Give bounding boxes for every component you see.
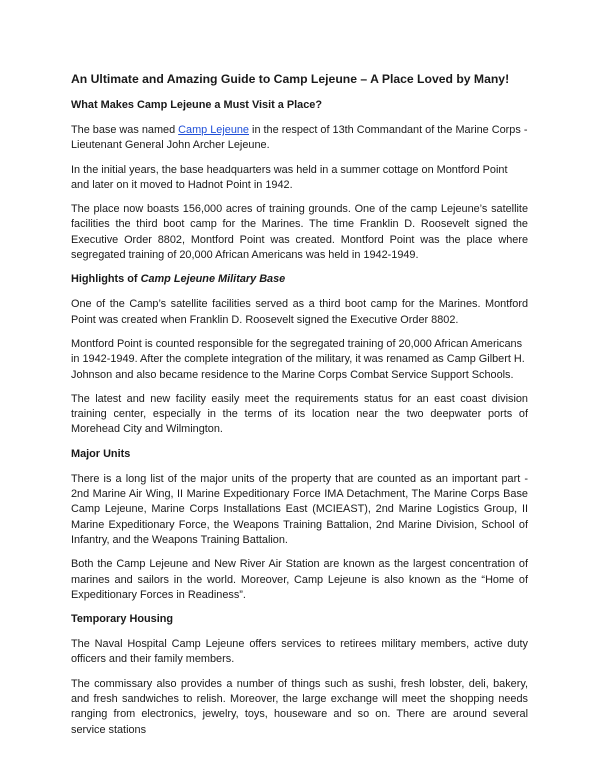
page-title: An Ultimate and Amazing Guide to Camp Lejeune – A Place Loved by Many! — [71, 72, 510, 86]
paragraph-commissary: The commissary also provides a number of things such as sushi, fresh lobster, deli, bakery, and fresh sandwiches to relish. Moreover, the large exchange will meet the shopping needs ranging from electronics, jewelry, toys, houseware and so on. There are around several service stations — [71, 677, 528, 736]
paragraph-headquarters: In the initial years, the base headquarters was held in a summer cottage on Montford Point and later on it moved to Hadnot Point in 1942. — [71, 163, 508, 191]
heading-emphasis: Camp Lejeune Military Base — [140, 273, 286, 286]
paragraph-text: in the respect of 13th Commandant of the Marine Corps - Lieutenant General John Archer Lejeune. — [71, 124, 528, 152]
paragraph-latest-facility: The latest and new facility easily meet the requirements status for an east coast division training center, especially in the terms of its location near the two deepwater ports of Morehead City and Wilmington. — [71, 392, 528, 436]
paragraph-training-grounds: The place now boasts 156,000 acres of training grounds. One of the camp Lejeune’s satellite facilities the third boot camp for the Marines. The time Franklin D. Roosevelt signed the Executive Order 8802, Montford Point was created. Montford Point was the place where segregated training of 20,000 African Americans was held in 1942-1949. — [71, 203, 528, 262]
section-heading-major-units: Major Units — [71, 447, 131, 460]
camp-lejeune-link[interactable]: Camp Lejeune — [178, 124, 249, 136]
paragraph-new-river: Both the Camp Lejeune and New River Air Station are known as the largest concentration of marines and sailors in the world. Moreover, Camp Lejeune is also known as the “Home of Expeditionary Forces in Readiness”. — [71, 558, 528, 601]
paragraph-base-named — [71, 123, 528, 154]
paragraph-text: The base was named — [71, 124, 179, 136]
paragraph-satellite-facilities: One of the Camp’s satellite facilities served as a third boot camp for the Marines. Montford Point was created when Franklin D. Roosevelt signed the Executive Order 8802. — [71, 298, 528, 326]
section-heading-must-visit: What Makes Camp Lejeune a Must Visit a Place? — [71, 99, 322, 111]
section-heading-highlights — [71, 272, 528, 286]
paragraph-naval-hospital: The Naval Hospital Camp Lejeune offers services to retirees military members, active duty officers and their family members. — [71, 638, 528, 666]
section-heading-temporary-housing: Temporary Housing — [71, 613, 174, 626]
paragraph-units-list: There is a long list of the major units of the property that are counted as an important part - 2nd Marine Air Wing, II Marine Expeditionary Force IMA Detachment, The Marine Corps Base Camp Lejeune, Marine Corps Installations East (MCIEAST), 2nd Marine Logistics Group, II Marine Expeditionary Force, the Weapons Training Battalion, 2nd Marine Division, School of Infantry, and the Weapons Training Battalion. — [71, 472, 528, 546]
heading-prefix: Highlights of — [71, 273, 141, 286]
paragraph-montford-point: Montford Point is counted responsible for the segregated training of 20,000 African Americans in 1942-1949. After the complete integration of the military, it was renamed as Camp Gilbert H. Johnson and also became residence to the Marine Corps Combat Service Support Schools. — [71, 337, 525, 381]
